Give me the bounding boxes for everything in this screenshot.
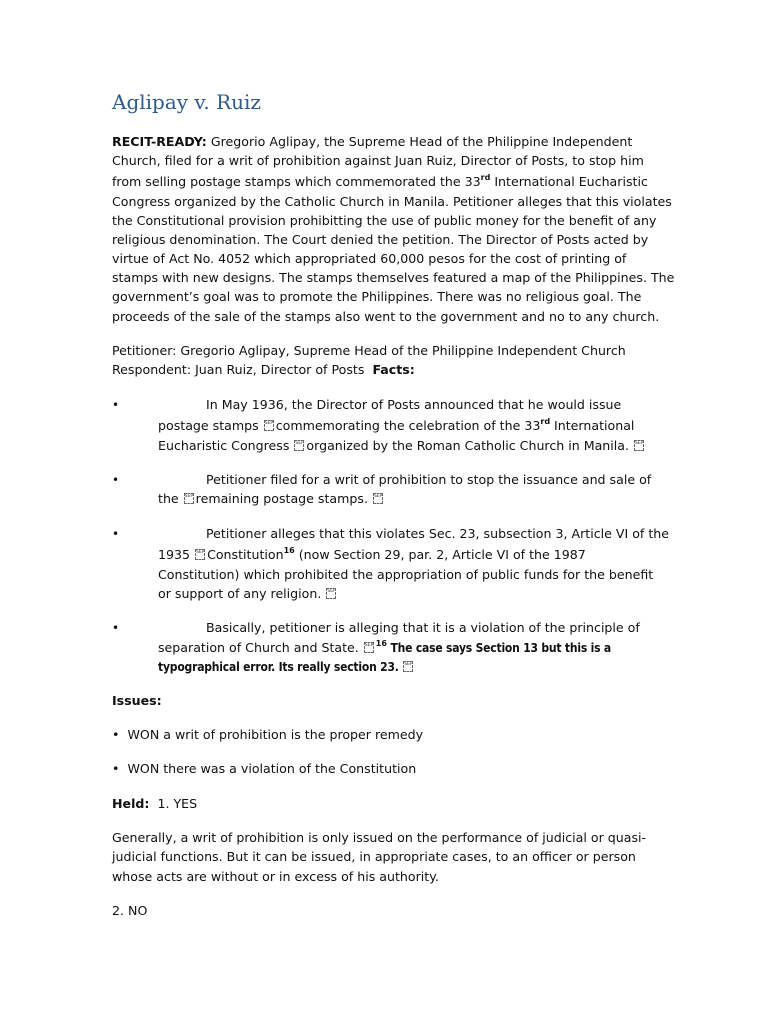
fact-line: separation of Church and State. SEP $^{16}$ The case says Section 13 but this is a (158, 639, 612, 655)
superscript: rd (480, 173, 491, 182)
held-para-line: judicial functions. But it can be issued, in appropriate cases, to an officer or person (112, 849, 636, 864)
superscript: rd (540, 417, 551, 426)
recit-line: Church, filed for a writ of prohibition against Juan Ruiz, Director of Posts, to stop him (112, 153, 644, 168)
held-label: Held: (112, 796, 150, 811)
sep-glyph: SEP (264, 420, 274, 431)
issue-item: • WON there was a violation of the Constitution (112, 761, 417, 776)
fact-line: or support of any religion. SEP (158, 586, 336, 601)
fact-line: the SEP remaining postage stamps. SEP (158, 491, 383, 506)
fact-line: Basically, petitioner is alleging that it is a violation of the principle of (206, 620, 640, 635)
sep-glyph: SEP (184, 493, 194, 504)
recit-line: virtue of Act No. 4052 which appropriated 60,000 pesos for the cost of printing of (112, 251, 627, 266)
recit-line: religious denomination. The Court denied the petition. The Director of Posts acted by (112, 232, 649, 247)
sep-glyph: SEP (403, 661, 413, 672)
fact-line: typographical error. Its really section 23. SEP (158, 660, 413, 674)
recit-label: RECIT-READY: (112, 134, 207, 149)
issue-item: • WON a writ of prohibition is the proper remedy (112, 727, 424, 742)
fact-line: Petitioner filed for a writ of prohibition to stop the issuance and sale of (206, 472, 652, 487)
bullet: • (112, 398, 120, 412)
held-para-line: Generally, a writ of prohibition is only issued on the performance of judicial or quasi- (112, 830, 647, 845)
superscript: 16 (375, 639, 387, 648)
fact-line: Constitution) which prohibited the appropriation of public funds for the benefit (158, 567, 654, 582)
sep-glyph: SEP (294, 440, 304, 451)
bullet: • (112, 527, 120, 541)
issues-label: Issues: (112, 693, 162, 708)
superscript: 16 (283, 546, 295, 555)
bullet: • (112, 621, 120, 635)
sep-glyph: SEP (364, 642, 374, 653)
sep-glyph: SEP (634, 440, 644, 451)
held-para-line: whose acts are without or in excess of his authority. (112, 869, 439, 884)
recit-line: government’s goal was to promote the Philippines. There was no religious goal. The (112, 289, 642, 304)
sep-glyph: SEP (373, 493, 383, 504)
sep-glyph: SEP (195, 549, 205, 560)
held-two: 2. NO (112, 903, 148, 918)
recit-line: the Constitutional provision prohibitting the use of public money for the benefit of any (112, 213, 657, 228)
held-line: Held: 1. YES (112, 796, 198, 811)
case-title: Aglipay v. Ruiz (112, 90, 261, 114)
fact-line: In May 1936, the Director of Posts announced that he would issue (206, 397, 622, 412)
recit-line: from selling postage stamps which commemorated the 33rd International Eucharistic (112, 173, 648, 189)
fact-line: 1935 SEP Constitution$^{16}$ (now Section 29, par. 2, Article VI of the 1987 (158, 546, 586, 562)
recit-line: proceeds of the sale of the stamps also went to the government and no to any church. (112, 309, 660, 324)
recit-line: stamps with new designs. The stamps themselves featured a map of the Philippines. The (112, 270, 675, 285)
bullet: • (112, 473, 120, 487)
fact-line: Petitioner alleges that this violates Sec. 23, subsection 3, Article VI of the (206, 526, 670, 541)
sep-glyph: SEP (326, 588, 336, 599)
petitioner-line: Petitioner: Gregorio Aglipay, Supreme Head of the Philippine Independent Church (112, 343, 626, 358)
recit-line: RECIT-READY: Gregorio Aglipay, the Supreme Head of the Philippine Independent (112, 134, 633, 149)
fact-line: Eucharistic Congress SEP organized by the Roman Catholic Church in Manila. SEP (158, 438, 644, 453)
facts-label: Facts: (372, 362, 415, 377)
recit-line: Congress organized by the Catholic Church in Manila. Petitioner alleges that this violates (112, 194, 672, 209)
respondent-line: Respondent: Juan Ruiz, Director of Posts Facts: (112, 362, 415, 377)
fact-line: postage stamps SEP commemorating the celebration of the 33rd International (158, 417, 635, 433)
